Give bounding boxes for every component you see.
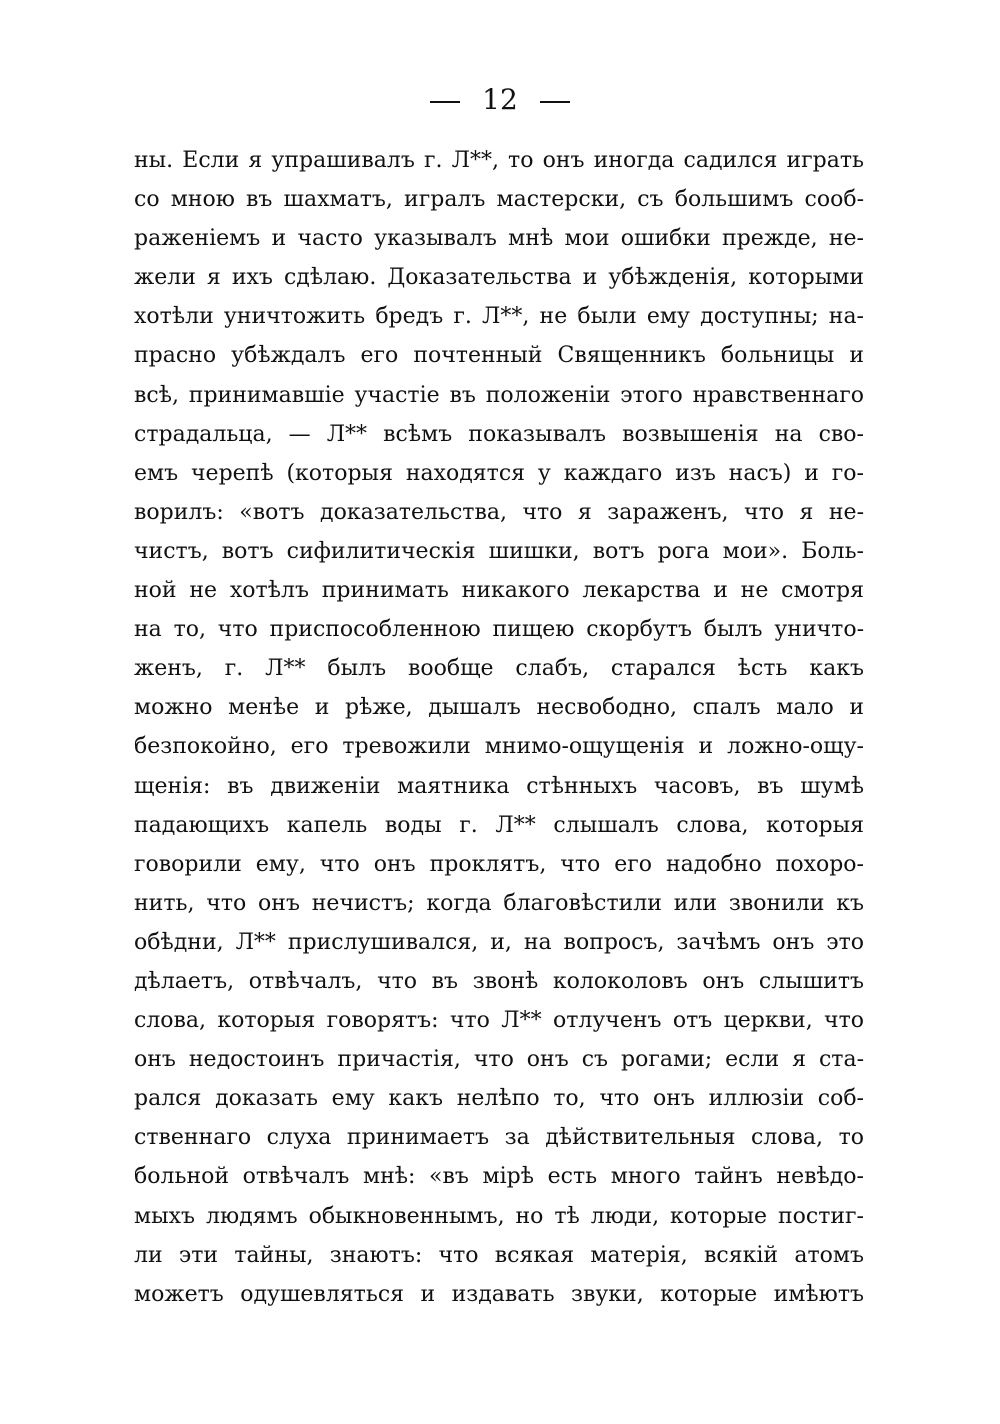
text-line: хотѣли уничтожить бредъ г. Л**, не были ему доступны; на-: [134, 304, 864, 330]
text-line: раженіемъ и часто указывалъ мнѣ мои ошибки прежде, не-: [134, 226, 864, 252]
text-line: ной не хотѣлъ принимать никакого лекарства и не смотря: [134, 578, 864, 604]
text-line: онъ недостоинъ причастія, что онъ съ рогами; если я ста-: [134, 1047, 864, 1073]
text-line: больной отвѣчалъ мнѣ: «въ мірѣ есть много тайнъ невѣдо-: [134, 1164, 864, 1190]
text-line: чистъ, вотъ сифилитическія шишки, вотъ рога мои». Боль-: [134, 538, 864, 564]
text-line: говорили ему, что онъ проклятъ, что его надобно похоро-: [134, 851, 864, 877]
text-line: женъ, г. Л** былъ вообще слабъ, старался ѣсть какъ: [134, 656, 864, 682]
text-line: рался доказать ему какъ нелѣпо то, что онъ иллюзіи соб-: [134, 1086, 864, 1112]
text-line: ственнаго слуха принимаетъ за дѣйствительныя слова, то: [134, 1125, 864, 1151]
text-line: мыхъ людямъ обыкновеннымъ, но тѣ люди, которые постиг-: [134, 1203, 864, 1229]
text-line: падающихъ капель воды г. Л** слышалъ слова, которыя: [134, 812, 864, 838]
text-line: прасно убѣждалъ его почтенный Священникъ больницы и: [134, 343, 864, 369]
page-number: 12: [482, 83, 518, 116]
text-line: можно менѣе и рѣже, дышалъ несвободно, спалъ мало и: [134, 695, 864, 721]
text-line: ворилъ: «вотъ доказательства, что я зараженъ, что я не-: [134, 499, 864, 525]
text-line: ли эти тайны, знаютъ: что всякая матерія, всякій атомъ: [134, 1242, 864, 1268]
text-line: слова, которыя говорятъ: что Л** отлученъ отъ церкви, что: [134, 1008, 864, 1034]
text-line: со мною въ шахматъ, игралъ мастерски, съ большимъ сооб-: [134, 187, 864, 213]
page-header: [0, 82, 1000, 118]
text-line: страдальца, — Л** всѣмъ показывалъ возвышенія на сво-: [134, 421, 864, 447]
text-line: обѣдни, Л** прислушивался, и, на вопросъ, зачѣмъ онъ это: [134, 929, 864, 955]
body-text: [134, 141, 864, 1314]
text-line: на то, что приспособленною пищею скорбутъ былъ уничто-: [134, 617, 864, 643]
text-line: жели я ихъ сдѣлаю. Доказательства и убѣжденія, которыми: [134, 265, 864, 291]
text-line: ны. Если я упрашивалъ г. Л**, то онъ иногда садился играть: [134, 148, 864, 173]
text-line: можетъ одушевляться и издавать звуки, которые имѣютъ: [134, 1281, 864, 1307]
text-line: безпокойно, его тревожили мнимо-ощущенія и ложно-ощу-: [134, 734, 864, 760]
text-line: нить, что онъ нечистъ; когда благовѣстили или звонили къ: [134, 890, 864, 916]
text-line: всѣ, принимавшіе участіе въ положеніи этого нравственнаго: [134, 382, 864, 408]
text-line: щенія: въ движеніи маятника стѣнныхъ часовъ, въ шумѣ: [134, 773, 864, 799]
header-dash-left: [430, 101, 460, 103]
text-line: емъ черепѣ (которыя находятся у каждаго изъ насъ) и го-: [134, 460, 864, 486]
text-line: дѣлаетъ, отвѣчалъ, что въ звонѣ колоколовъ онъ слышитъ: [134, 968, 864, 994]
header-dash-right: [540, 101, 570, 103]
